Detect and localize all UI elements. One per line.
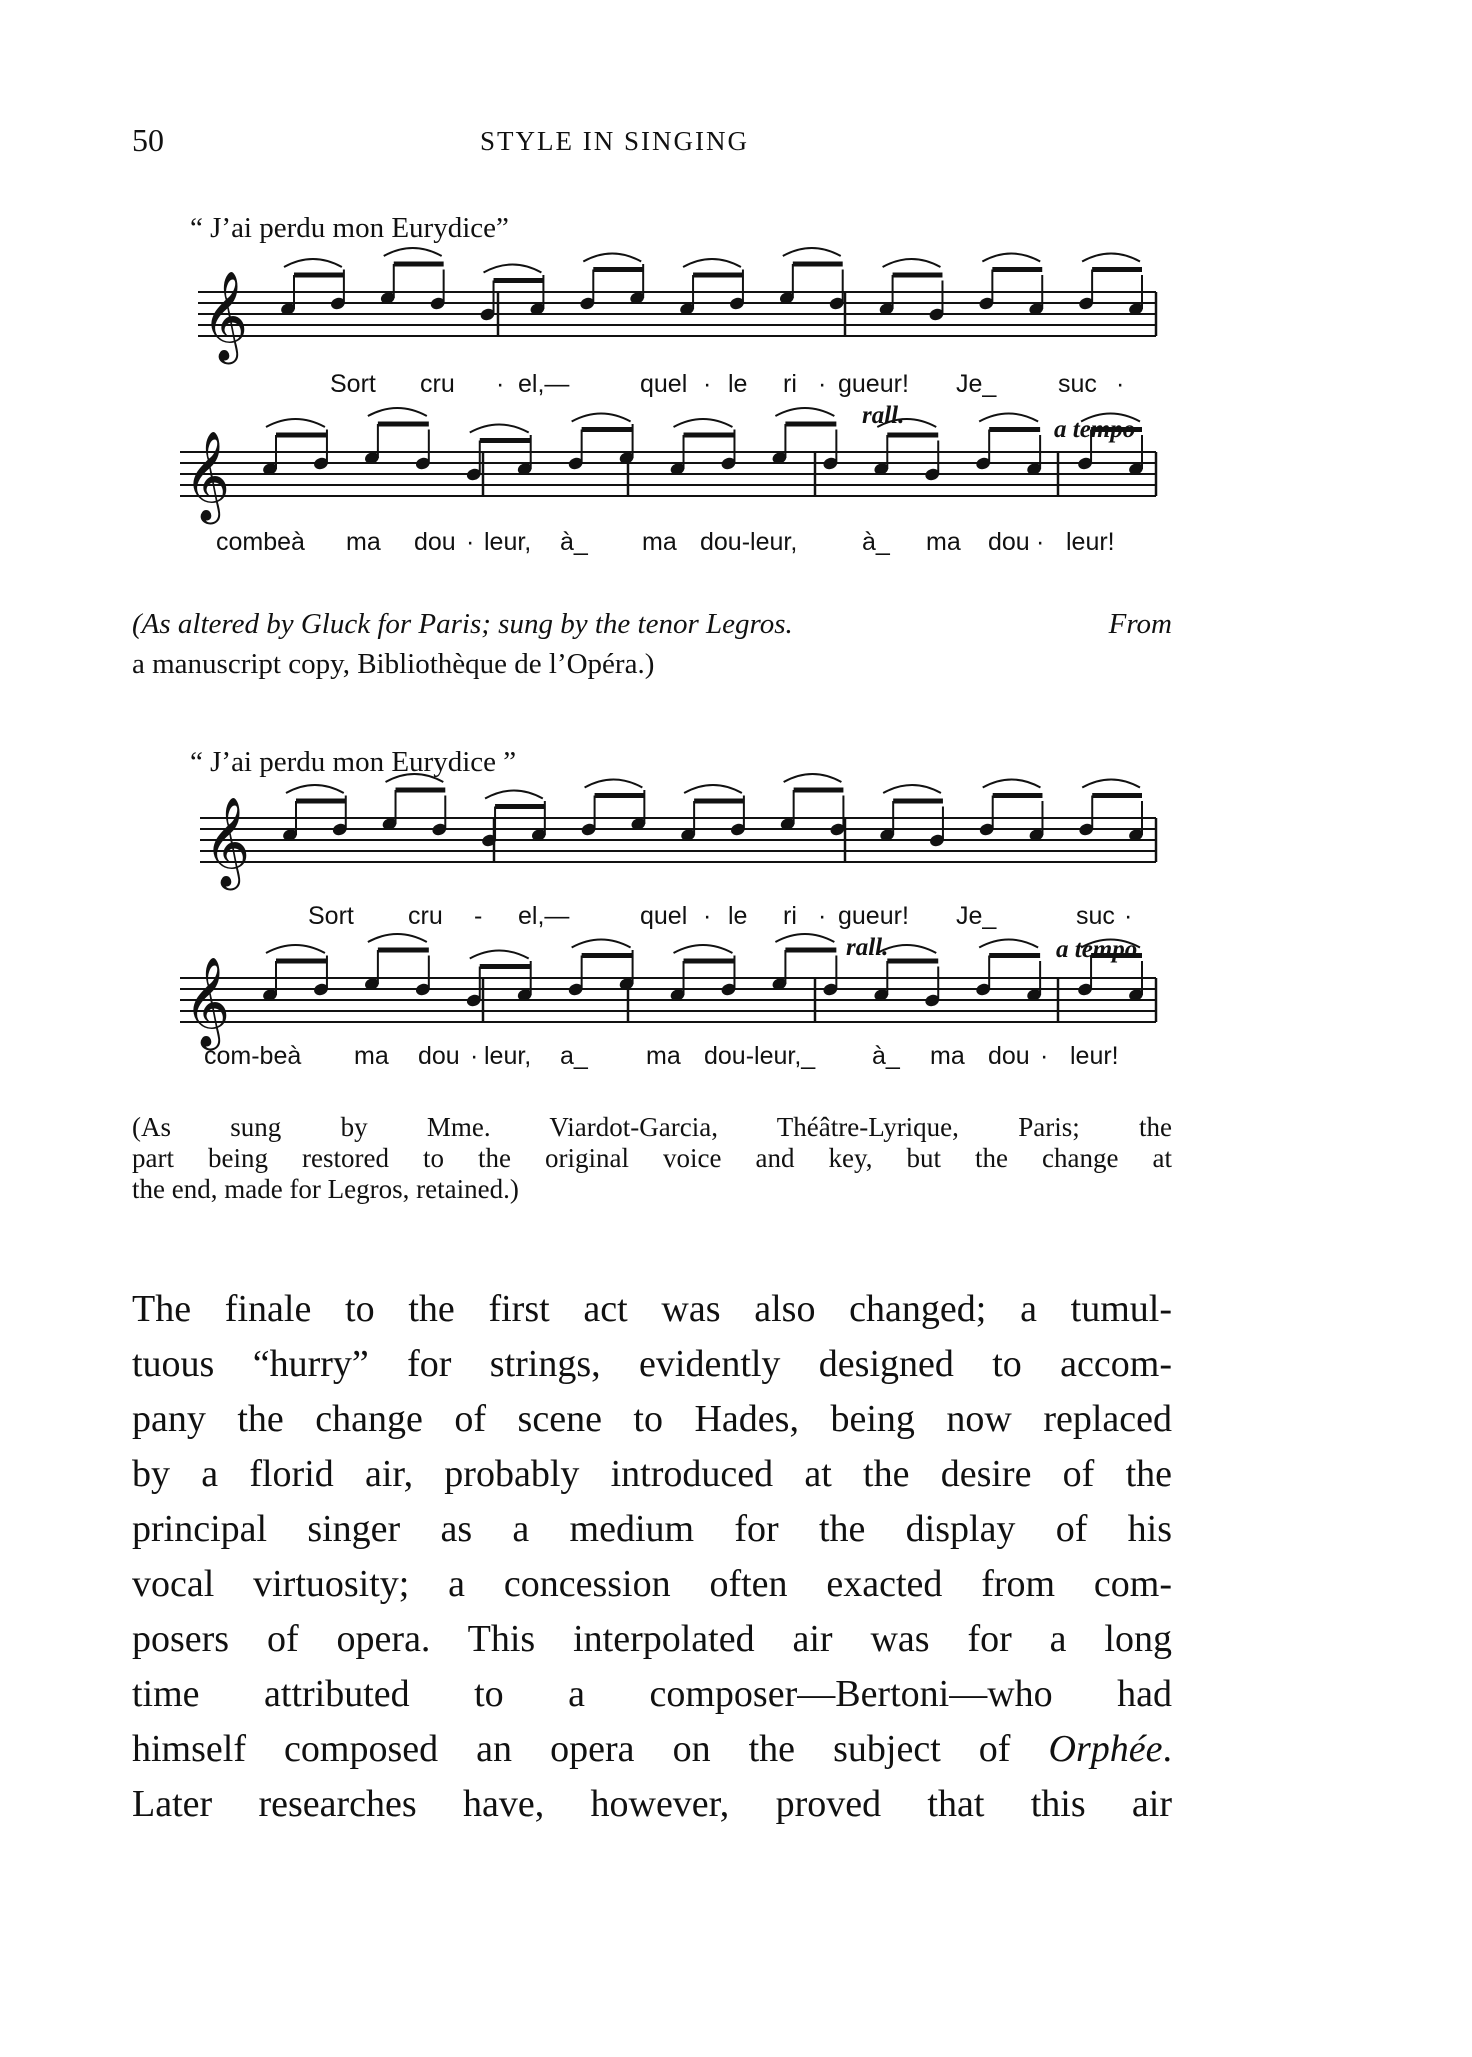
- staff-ex1-line1: [198, 271, 1156, 365]
- lyric-syllable: leur,: [484, 1042, 532, 1070]
- slur: [470, 951, 529, 959]
- lyric-syllable: dou-leur,_: [704, 1042, 816, 1070]
- slur: [368, 408, 427, 416]
- lyric-syllable: el,—: [518, 370, 570, 398]
- lyric-syllable: ma: [646, 1042, 681, 1070]
- slur: [1082, 254, 1140, 262]
- slur: [783, 248, 841, 256]
- example2-lyrics-line1: [0, 902, 1472, 936]
- lyric-syllable: suc: [1058, 370, 1097, 398]
- page-number: 50: [132, 122, 164, 158]
- example1-caption-line2: a manuscript copy, Bibliothèque de l’Opéra.): [132, 648, 655, 680]
- lyric-syllable: à_: [872, 1042, 900, 1070]
- lyric-syllable: dou: [414, 528, 456, 556]
- body-line: himself composed an opera on the subject of Orphée.: [132, 1728, 1172, 1770]
- lyric-syllable: Je_: [956, 902, 997, 930]
- slur: [572, 940, 631, 948]
- lyric-syllable: a_: [560, 1042, 588, 1070]
- slur: [683, 259, 741, 267]
- lyric-syllable: ri: [783, 902, 797, 930]
- caption-line: (As sung by Mme. Viardot-Garcia, Théâtre-Lyrique, Paris; the: [132, 1112, 1172, 1142]
- lyric-syllable: com-beà: [204, 1042, 302, 1070]
- slur: [684, 785, 742, 793]
- treble-clef-icon: 𝄞: [202, 271, 249, 361]
- slur: [979, 940, 1038, 948]
- slur: [585, 780, 643, 788]
- slur: [484, 265, 542, 273]
- lyric-syllable: leur!: [1070, 1042, 1119, 1070]
- example1-lyrics-line2: [0, 528, 1472, 562]
- lyric-syllable: ·: [1036, 528, 1045, 556]
- slur: [384, 248, 442, 256]
- lyric-syllable: dou-leur,: [700, 528, 798, 556]
- lyric-syllable: cru: [408, 902, 443, 930]
- lyric-syllable: leur,: [484, 528, 532, 556]
- lyric-syllable: gueur!: [838, 902, 909, 930]
- lyric-syllable: ·: [466, 528, 475, 556]
- lyric-syllable: ·: [1116, 370, 1125, 398]
- slur: [572, 414, 631, 422]
- slur: [674, 945, 733, 953]
- body-line: vocal virtuosity; a concession often exacted from com-: [132, 1563, 1172, 1605]
- treble-clef-icon: 𝄞: [204, 797, 251, 887]
- running-head-title: STYLE IN SINGING: [480, 126, 749, 156]
- lyric-syllable: ma: [926, 528, 961, 556]
- lyric-syllable: le: [728, 370, 748, 398]
- lyric-syllable: -: [474, 902, 483, 930]
- lyric-syllable: el,—: [518, 902, 570, 930]
- lyric-syllable: le: [728, 902, 748, 930]
- example1-title: “ J’ai perdu mon Eurydice”: [190, 212, 509, 244]
- treble-clef-icon: 𝄞: [184, 431, 231, 521]
- slur: [470, 425, 529, 433]
- caption-line: part being restored to the original voice and key, but the change at: [132, 1143, 1172, 1173]
- slur: [266, 945, 325, 953]
- lyric-syllable: à_: [560, 528, 588, 556]
- lyric-syllable: Je_: [956, 370, 997, 398]
- body-paragraph: [132, 1282, 1172, 1832]
- a-tempo-marking: a tempo: [1056, 936, 1138, 963]
- lyric-syllable: quel: [640, 902, 688, 930]
- body-line: Later researches have, however, proved that this air: [132, 1783, 1172, 1825]
- body-line: The finale to the first act was also changed; a tumul-: [132, 1288, 1172, 1330]
- slur: [284, 259, 342, 267]
- rall-marking: rall.: [846, 934, 889, 961]
- caption-line: (As altered by Gluck for Paris; sung by the tenor Legros.: [132, 608, 793, 640]
- lyric-syllable: ma: [346, 528, 381, 556]
- lyric-syllable: ·: [818, 370, 827, 398]
- lyric-syllable: ·: [496, 370, 505, 398]
- lyric-syllable: dou: [418, 1042, 460, 1070]
- slur: [883, 259, 941, 267]
- lyric-syllable: ·: [470, 1042, 479, 1070]
- lyric-syllable: Sort: [330, 370, 376, 398]
- slur: [883, 785, 941, 793]
- lyric-syllable: ·: [818, 902, 827, 930]
- lyric-syllable: gueur!: [838, 370, 909, 398]
- lyric-syllable: suc: [1076, 902, 1115, 930]
- lyric-syllable: ·: [1040, 1042, 1049, 1070]
- lyric-syllable: ma: [642, 528, 677, 556]
- slur: [979, 414, 1038, 422]
- slur: [775, 408, 834, 416]
- example2-title: “ J’ai perdu mon Eurydice ”: [190, 746, 517, 778]
- lyric-syllable: dou: [988, 528, 1030, 556]
- slur: [1082, 780, 1140, 788]
- slur: [266, 419, 325, 427]
- staff-ex2-line1: [200, 797, 1156, 891]
- lyric-syllable: ·: [703, 902, 712, 930]
- body-line: principal singer as a medium for the display of his: [132, 1508, 1172, 1550]
- lyric-syllable: dou: [988, 1042, 1030, 1070]
- rall-marking: rall.: [862, 402, 905, 429]
- slur: [583, 254, 641, 262]
- example2-lyrics-line2: [0, 1042, 1472, 1076]
- treble-clef-icon: 𝄞: [184, 957, 231, 1047]
- slur: [983, 780, 1041, 788]
- body-line: tuous “hurry” for strings, evidently designed to accom-: [132, 1343, 1172, 1385]
- lyric-syllable: ma: [930, 1042, 965, 1070]
- lyric-syllable: combeà: [216, 528, 305, 556]
- body-line: pany the change of scene to Hades, being now replaced: [132, 1398, 1172, 1440]
- lyric-syllable: ·: [703, 370, 712, 398]
- example2-caption: [132, 1112, 1172, 1205]
- lyric-syllable: Sort: [308, 902, 354, 930]
- lyric-syllable: quel: [640, 370, 688, 398]
- lyric-syllable: ri: [783, 370, 797, 398]
- body-line: posers of opera. This interpolated air was for a long: [132, 1618, 1172, 1660]
- lyric-syllable: à_: [862, 528, 890, 556]
- caption-line: the end, made for Legros, retained.): [132, 1174, 519, 1204]
- work-title: Orphée: [1048, 1728, 1163, 1770]
- example1-caption: [132, 608, 1172, 641]
- body-line: time attributed to a composer—Bertoni—who had: [132, 1673, 1172, 1715]
- lyric-syllable: leur!: [1066, 528, 1115, 556]
- body-line: by a florid air, probably introduced at the desire of the: [132, 1453, 1172, 1495]
- slur: [982, 254, 1040, 262]
- a-tempo-marking: a tempo: [1054, 416, 1136, 443]
- slur: [286, 785, 344, 793]
- slur: [784, 774, 842, 782]
- lyric-syllable: cru: [420, 370, 455, 398]
- example1-lyrics-line1: [0, 370, 1472, 404]
- lyric-syllable: ·: [1124, 902, 1133, 930]
- lyric-syllable: ma: [354, 1042, 389, 1070]
- slur: [485, 791, 543, 799]
- slur: [674, 419, 733, 427]
- caption-line-right: From: [1108, 608, 1172, 640]
